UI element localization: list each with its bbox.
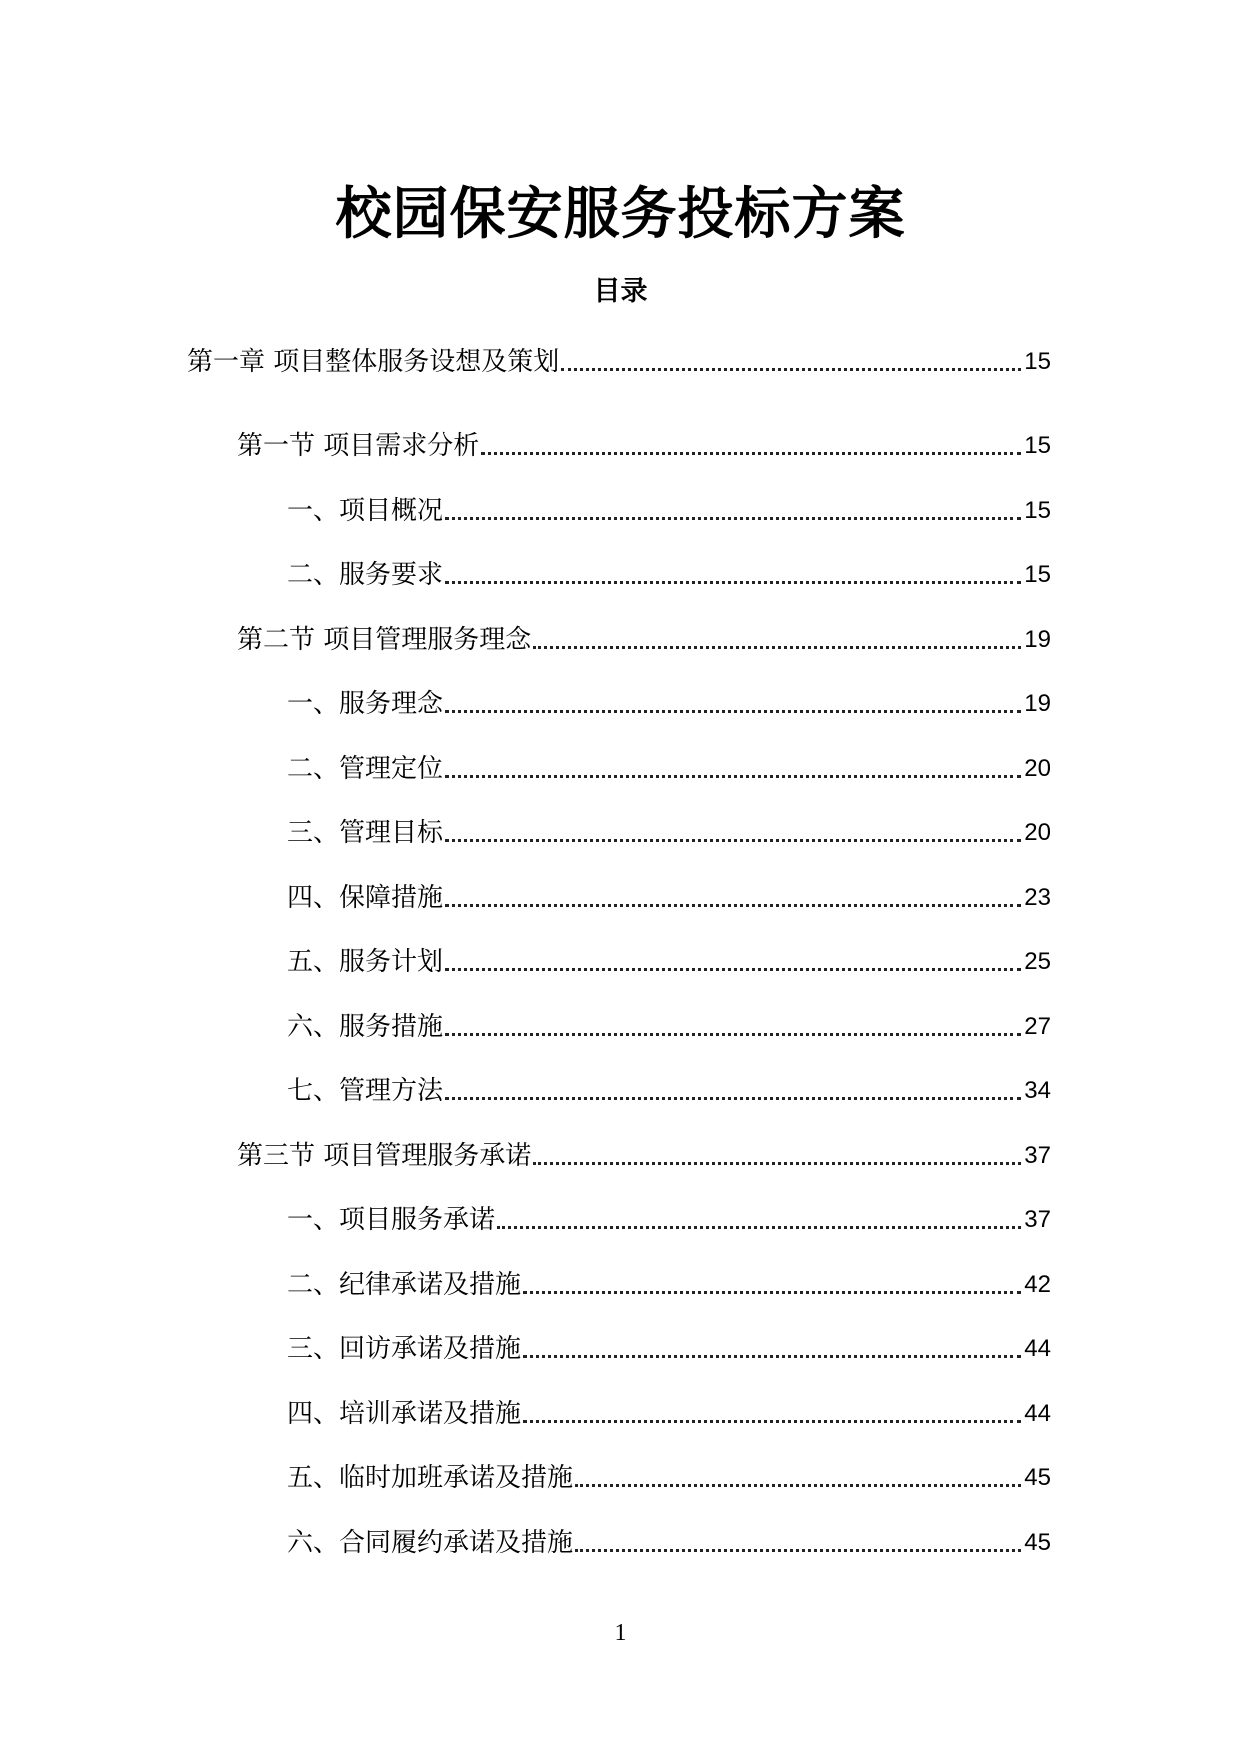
toc-entry[interactable] bbox=[287, 1456, 1051, 1496]
toc-heading: 目录 bbox=[593, 276, 648, 307]
toc-entry[interactable] bbox=[287, 1263, 1051, 1303]
toc-entry-page: 37 bbox=[1024, 1206, 1051, 1233]
toc-entry[interactable] bbox=[287, 811, 1051, 851]
toc-entry-text: 六、服务措施 bbox=[287, 1011, 444, 1042]
toc-entry-page: 34 bbox=[1024, 1077, 1051, 1104]
dot-leader bbox=[523, 1355, 1021, 1358]
dot-leader bbox=[445, 968, 1021, 971]
toc-entry[interactable] bbox=[187, 340, 1051, 380]
toc-entry-text: 五、临时加班承诺及措施 bbox=[287, 1463, 574, 1493]
toc-entry[interactable] bbox=[287, 553, 1051, 593]
toc-entry-page: 25 bbox=[1024, 948, 1051, 975]
toc-entry-page: 44 bbox=[1024, 1399, 1051, 1427]
toc-entry-text: 一、服务理念 bbox=[287, 689, 444, 719]
toc-entry-page: 19 bbox=[1024, 625, 1051, 653]
dot-leader bbox=[445, 1033, 1021, 1036]
toc-entry[interactable] bbox=[237, 424, 1051, 464]
dot-leader bbox=[481, 452, 1021, 455]
toc-entry-text: 三、回访承诺及措施 bbox=[287, 1334, 522, 1364]
dot-leader bbox=[445, 581, 1021, 584]
toc-entry-text: 四、培训承诺及措施 bbox=[287, 1398, 522, 1429]
toc-entry[interactable] bbox=[287, 876, 1051, 916]
dot-leader bbox=[497, 1226, 1021, 1229]
dot-leader bbox=[445, 839, 1021, 842]
dot-leader bbox=[523, 1291, 1021, 1294]
toc-entry-text: 第三节 项目管理服务承诺 bbox=[237, 1140, 532, 1171]
toc-entry-text: 第二节 项目管理服务理念 bbox=[237, 624, 532, 655]
toc-entry-page: 20 bbox=[1024, 819, 1051, 846]
toc-entry-page: 15 bbox=[1024, 432, 1051, 459]
toc-entry-page: 19 bbox=[1024, 690, 1051, 717]
toc-entry-text: 五、服务计划 bbox=[287, 947, 444, 977]
dot-leader bbox=[533, 1162, 1021, 1165]
toc-entry-page: 44 bbox=[1024, 1335, 1051, 1362]
toc-entry-page: 45 bbox=[1024, 1464, 1051, 1491]
toc-entry[interactable] bbox=[287, 1069, 1051, 1109]
toc-entry-text: 一、项目服务承诺 bbox=[287, 1205, 496, 1235]
toc-entry[interactable] bbox=[287, 1198, 1051, 1238]
dot-leader bbox=[561, 368, 1021, 371]
toc-entry-text: 三、管理目标 bbox=[287, 818, 444, 848]
dot-leader bbox=[445, 517, 1021, 520]
toc-entry-page: 37 bbox=[1024, 1141, 1051, 1169]
dot-leader bbox=[445, 775, 1021, 778]
dot-leader bbox=[523, 1420, 1021, 1423]
dot-leader bbox=[445, 904, 1021, 907]
toc-entry-page: 27 bbox=[1024, 1012, 1051, 1040]
toc-entry-page: 23 bbox=[1024, 883, 1051, 911]
toc-entry[interactable] bbox=[287, 489, 1051, 529]
dot-leader bbox=[533, 646, 1021, 649]
toc-entry-text: 一、项目概况 bbox=[287, 495, 444, 526]
page-number: 1 bbox=[614, 1620, 627, 1646]
toc-entry-page: 20 bbox=[1024, 754, 1051, 782]
toc-entry-page: 15 bbox=[1024, 561, 1051, 588]
toc-entry-text: 四、保障措施 bbox=[287, 882, 444, 913]
document-title: 校园保安服务投标方案 bbox=[335, 182, 906, 247]
dot-leader bbox=[445, 710, 1021, 713]
toc-entry-page: 15 bbox=[1024, 348, 1051, 375]
dot-leader bbox=[575, 1484, 1021, 1487]
toc-entry-page: 15 bbox=[1024, 496, 1051, 524]
toc-entry[interactable] bbox=[287, 1392, 1051, 1432]
toc-entry-page: 45 bbox=[1024, 1528, 1051, 1556]
toc-entry-text: 七、管理方法 bbox=[287, 1076, 444, 1106]
toc-entry-text: 二、纪律承诺及措施 bbox=[287, 1269, 522, 1300]
toc-entry[interactable] bbox=[287, 1521, 1051, 1561]
toc-entry[interactable] bbox=[287, 682, 1051, 722]
toc-entry-text: 二、服务要求 bbox=[287, 560, 444, 590]
dot-leader bbox=[575, 1549, 1021, 1552]
toc-entry-text: 第一章 项目整体服务设想及策划 bbox=[187, 347, 560, 377]
toc-entry[interactable] bbox=[287, 747, 1051, 787]
toc-entry[interactable] bbox=[287, 1005, 1051, 1045]
toc-entry[interactable] bbox=[287, 940, 1051, 980]
toc-entry-text: 第一节 项目需求分析 bbox=[237, 431, 480, 461]
toc-entry[interactable] bbox=[237, 1134, 1051, 1174]
toc-entry[interactable] bbox=[237, 618, 1051, 658]
toc-entry[interactable] bbox=[287, 1327, 1051, 1367]
toc-entry-text: 二、管理定位 bbox=[287, 753, 444, 784]
toc-entry-text: 六、合同履约承诺及措施 bbox=[287, 1527, 574, 1558]
toc-entry-page: 42 bbox=[1024, 1270, 1051, 1298]
dot-leader bbox=[445, 1097, 1021, 1100]
